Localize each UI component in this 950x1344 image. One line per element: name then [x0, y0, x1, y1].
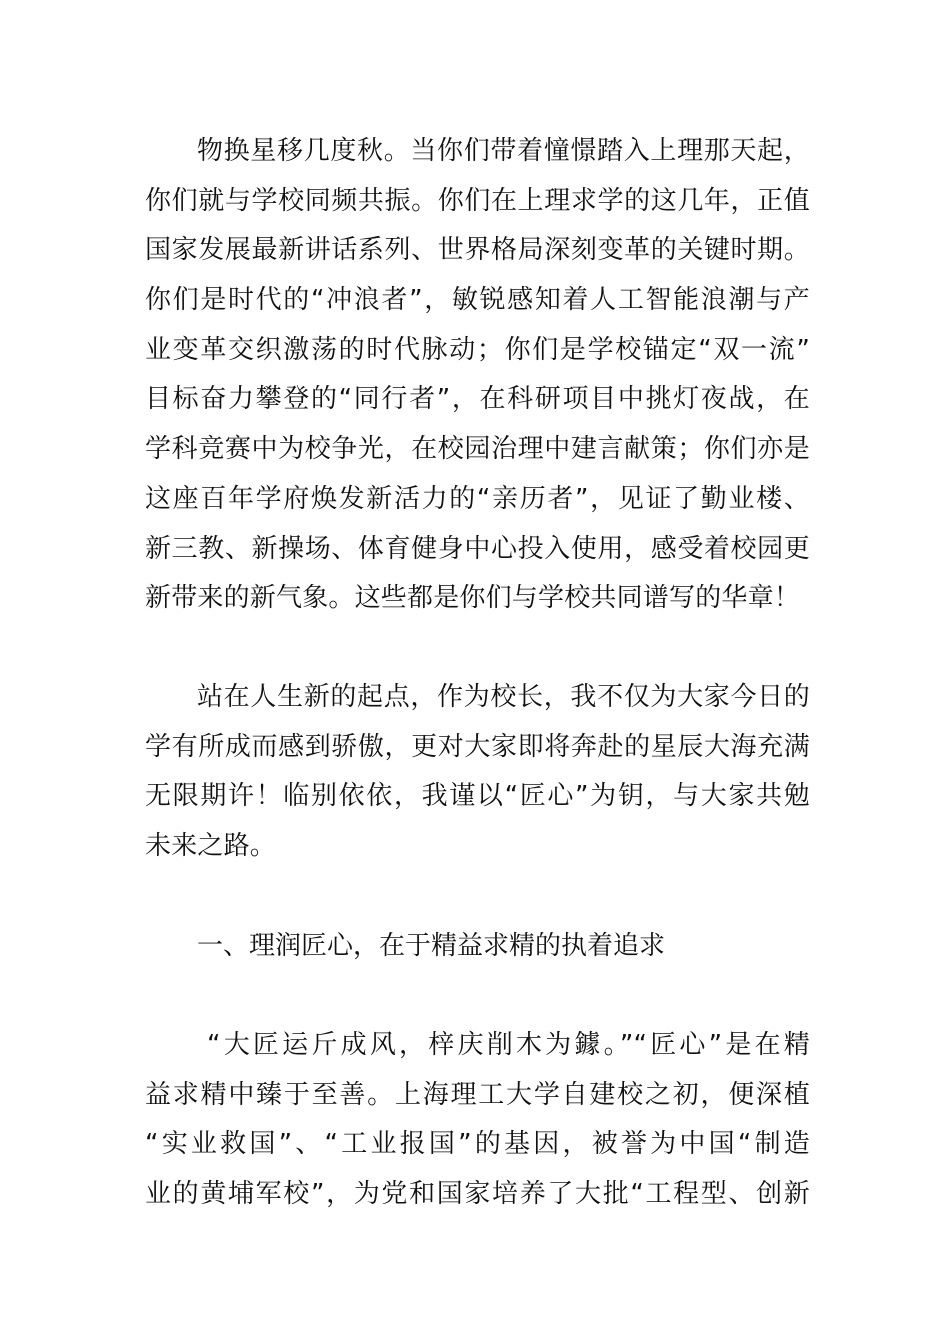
text-line: “大匠运斤成风，梓庆削木为鐻。”“匠心”是在精 — [207, 1030, 810, 1060]
text-line: 你们就与学校同频共振。你们在上理求学的这几年，正值 — [145, 185, 810, 216]
text-line: 国家发展最新讲话系列、世界格局深刻变革的关键时期。 — [145, 235, 810, 266]
text-line: 物换星移几度秋。当你们带着憧憬踏入上理那天起， — [197, 136, 810, 166]
text-line: 目标奋力攀登的“同行者”，在科研项目中挑灯夜战，在 — [145, 384, 810, 415]
text-line: 业变革交织激荡的时代脉动；你们是学校锚定“双一流” — [145, 334, 810, 365]
paragraph-1 — [145, 127, 810, 624]
section-heading: 一、理润匠心，在于精益求精的执着追求 — [197, 931, 666, 961]
text-line: 学有所成而感到骄傲，更对大家即将奔赴的星辰大海充满 — [145, 731, 810, 762]
text-line: 这座百年学府焕发新活力的“亲历者”，见证了勤业楼、 — [145, 483, 810, 514]
text-line: “实业救国”、“工业报国”的基因，被誉为中国“制造 — [145, 1129, 810, 1160]
text-line: 站在人生新的起点，作为校长，我不仅为大家今日的 — [197, 682, 810, 712]
text-line: 你们是时代的“冲浪者”，敏锐感知着人工智能浪潮与产 — [145, 285, 810, 316]
text-line: 新三教、新操场、体育健身中心投入使用，感受着校园更 — [145, 533, 810, 564]
paragraph-2 — [145, 673, 810, 872]
text-line: 未来之路。 — [145, 831, 277, 862]
text-line: 业的黄埔军校”，为党和国家培养了大批“工程型、创新 — [145, 1179, 810, 1210]
paragraph-3 — [145, 1021, 810, 1220]
text-line: 无限期许！临别依依，我谨以“匠心”为钥，与大家共勉 — [145, 781, 810, 812]
text-line: 新带来的新气象。这些都是你们与学校共同谱写的华章！ — [145, 583, 801, 614]
text-line: 益求精中臻于至善。上海理工大学自建校之初，便深植 — [145, 1079, 810, 1110]
text-line: 学科竞赛中为校争光，在校园治理中建言献策；你们亦是 — [145, 434, 810, 465]
